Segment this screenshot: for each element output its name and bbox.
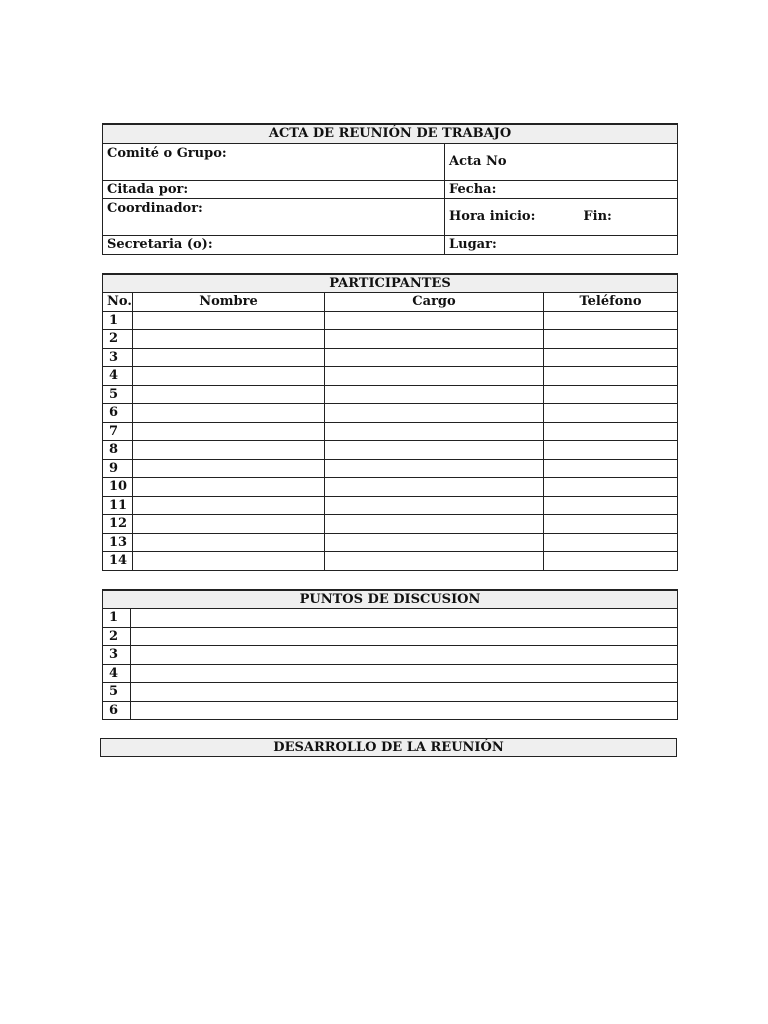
participant-nombre-cell[interactable] xyxy=(133,367,325,386)
participant-row xyxy=(103,330,678,349)
punto-text-cell[interactable] xyxy=(131,664,678,683)
participant-cargo-cell[interactable] xyxy=(325,441,544,460)
punto-number: 2 xyxy=(103,627,131,646)
participant-number: 12 xyxy=(103,515,133,534)
participant-row xyxy=(103,478,678,497)
participant-telefono-cell[interactable] xyxy=(544,478,678,497)
punto-text-cell[interactable] xyxy=(131,646,678,665)
participant-telefono-cell[interactable] xyxy=(544,422,678,441)
fecha-field[interactable] xyxy=(445,180,678,198)
punto-number: 6 xyxy=(103,701,131,720)
participant-cargo-cell[interactable] xyxy=(325,533,544,552)
punto-text-cell[interactable] xyxy=(131,701,678,720)
punto-number: 3 xyxy=(103,646,131,665)
participant-cargo-cell[interactable] xyxy=(325,348,544,367)
participant-telefono-cell[interactable] xyxy=(544,311,678,330)
participant-nombre-cell[interactable] xyxy=(133,478,325,497)
participant-number: 4 xyxy=(103,367,133,386)
punto-row xyxy=(103,646,678,665)
participant-cargo-cell[interactable] xyxy=(325,515,544,534)
participant-number: 8 xyxy=(103,441,133,460)
participant-cargo-cell[interactable] xyxy=(325,496,544,515)
participant-row xyxy=(103,515,678,534)
participant-cargo-cell[interactable] xyxy=(325,422,544,441)
participant-telefono-cell[interactable] xyxy=(544,385,678,404)
participant-nombre-cell[interactable] xyxy=(133,533,325,552)
col-header-no: No. xyxy=(103,293,133,312)
participant-cargo-cell[interactable] xyxy=(325,404,544,423)
participant-nombre-cell[interactable] xyxy=(133,441,325,460)
lugar-label: Lugar: xyxy=(449,237,497,252)
punto-number: 5 xyxy=(103,683,131,702)
participant-row xyxy=(103,441,678,460)
participant-number: 13 xyxy=(103,533,133,552)
punto-row xyxy=(103,609,678,628)
lugar-field[interactable] xyxy=(445,235,678,254)
participant-cargo-cell[interactable] xyxy=(325,478,544,497)
punto-number: 4 xyxy=(103,664,131,683)
fecha-label: Fecha: xyxy=(449,181,497,197)
participant-row xyxy=(103,348,678,367)
acta-table xyxy=(102,123,678,255)
participant-nombre-cell[interactable] xyxy=(133,422,325,441)
hora-field[interactable] xyxy=(445,198,678,235)
citada-field[interactable] xyxy=(103,180,445,198)
participant-nombre-cell[interactable] xyxy=(133,311,325,330)
participant-number: 6 xyxy=(103,404,133,423)
acta-no-label: Acta No xyxy=(449,154,507,169)
punto-row xyxy=(103,664,678,683)
participant-cargo-cell[interactable] xyxy=(325,459,544,478)
participant-telefono-cell[interactable] xyxy=(544,515,678,534)
punto-number: 1 xyxy=(103,609,131,628)
secretaria-field[interactable] xyxy=(103,235,445,254)
participant-row xyxy=(103,496,678,515)
hora-inicio-label: Hora inicio: xyxy=(449,209,536,224)
participant-telefono-cell[interactable] xyxy=(544,459,678,478)
participant-number: 9 xyxy=(103,459,133,478)
punto-text-cell[interactable] xyxy=(131,609,678,628)
desarrollo-table xyxy=(100,738,677,757)
participant-telefono-cell[interactable] xyxy=(544,330,678,349)
punto-row xyxy=(103,627,678,646)
participant-number: 3 xyxy=(103,348,133,367)
participant-row xyxy=(103,552,678,571)
participantes-title: PARTICIPANTES xyxy=(103,274,678,293)
participantes-table xyxy=(102,273,678,571)
desarrollo-title: DESARROLLO DE LA REUNIÓN xyxy=(101,739,677,757)
participant-cargo-cell[interactable] xyxy=(325,311,544,330)
citada-label: Citada por: xyxy=(107,181,189,197)
participant-nombre-cell[interactable] xyxy=(133,459,325,478)
participant-row xyxy=(103,404,678,423)
puntos-title: PUNTOS DE DISCUSION xyxy=(103,590,678,609)
participant-row xyxy=(103,385,678,404)
participant-number: 5 xyxy=(103,385,133,404)
comite-field[interactable] xyxy=(103,143,445,180)
participant-telefono-cell[interactable] xyxy=(544,348,678,367)
participant-nombre-cell[interactable] xyxy=(133,385,325,404)
participant-telefono-cell[interactable] xyxy=(544,404,678,423)
comite-label: Comité o Grupo: xyxy=(107,145,227,161)
col-header-nombre: Nombre xyxy=(133,293,325,312)
participant-telefono-cell[interactable] xyxy=(544,496,678,515)
participant-telefono-cell[interactable] xyxy=(544,367,678,386)
participant-nombre-cell[interactable] xyxy=(133,404,325,423)
puntos-table xyxy=(102,589,678,720)
participant-row xyxy=(103,422,678,441)
punto-text-cell[interactable] xyxy=(131,683,678,702)
acta-no-field[interactable] xyxy=(445,143,678,180)
participant-cargo-cell[interactable] xyxy=(325,385,544,404)
participant-telefono-cell[interactable] xyxy=(544,533,678,552)
participant-number: 11 xyxy=(103,496,133,515)
participant-nombre-cell[interactable] xyxy=(133,330,325,349)
participant-row xyxy=(103,311,678,330)
participant-number: 10 xyxy=(103,478,133,497)
participant-nombre-cell[interactable] xyxy=(133,515,325,534)
participant-number: 1 xyxy=(103,311,133,330)
participant-number: 14 xyxy=(103,552,133,571)
punto-row xyxy=(103,701,678,720)
participant-nombre-cell[interactable] xyxy=(133,496,325,515)
participant-cargo-cell[interactable] xyxy=(325,552,544,571)
punto-text-cell[interactable] xyxy=(131,627,678,646)
coordinador-field[interactable] xyxy=(103,198,445,235)
participant-cargo-cell[interactable] xyxy=(325,367,544,386)
acta-title: ACTA DE REUNIÓN DE TRABAJO xyxy=(103,124,678,143)
participant-nombre-cell[interactable] xyxy=(133,552,325,571)
participant-number: 2 xyxy=(103,330,133,349)
participant-cargo-cell[interactable] xyxy=(325,330,544,349)
fin-label: Fin: xyxy=(583,209,612,224)
participant-number: 7 xyxy=(103,422,133,441)
participant-nombre-cell[interactable] xyxy=(133,348,325,367)
col-header-cargo: Cargo xyxy=(325,293,544,312)
col-header-telefono: Teléfono xyxy=(544,293,678,312)
participant-row xyxy=(103,533,678,552)
punto-row xyxy=(103,683,678,702)
participant-telefono-cell[interactable] xyxy=(544,441,678,460)
coordinador-label: Coordinador: xyxy=(107,200,203,216)
participant-telefono-cell[interactable] xyxy=(544,552,678,571)
participant-row xyxy=(103,367,678,386)
participant-row xyxy=(103,459,678,478)
secretaria-label: Secretaria (o): xyxy=(107,237,213,252)
